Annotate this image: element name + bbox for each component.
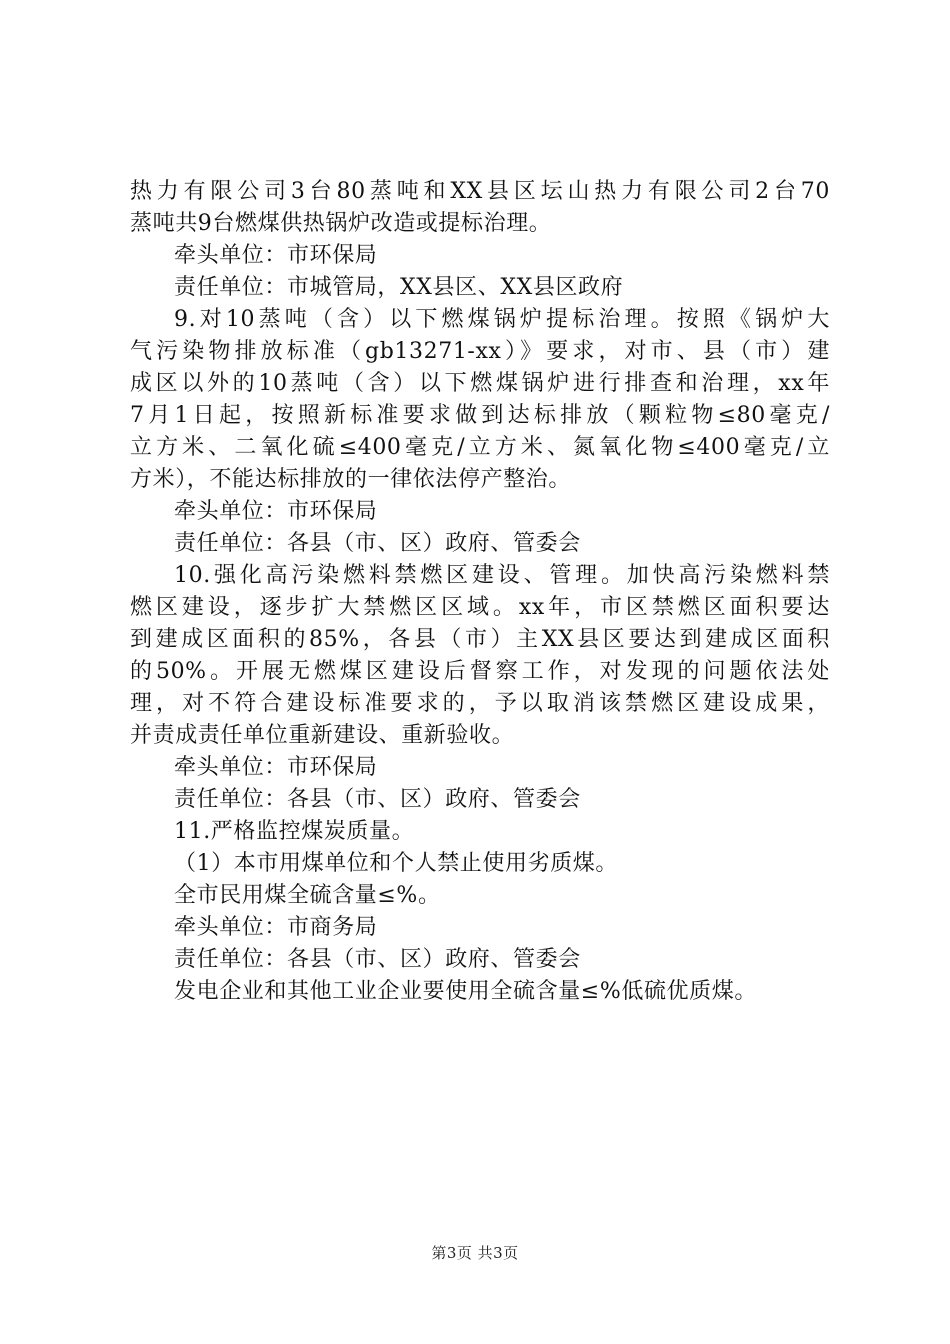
text-line: 11.严格监控煤炭质量。 <box>174 819 415 844</box>
text-line: 方米），不能达标排放的一律依法停产整治。 <box>130 467 572 492</box>
page-number-footer: 第3页 共3页 <box>431 1244 519 1262</box>
text-line: 立方米、二氧化硫≤400毫克/立方米、氮氧化物≤400毫克/立 <box>130 435 830 460</box>
text-line: 理，对不符合建设标准要求的，予以取消该禁燃区建设成果， <box>130 691 830 716</box>
text-line: 责任单位：市城管局，XX县区、XX县区政府 <box>174 275 624 300</box>
text-line: 责任单位：各县（市、区）政府、管委会 <box>174 787 581 812</box>
text-line: 燃区建设，逐步扩大禁燃区区域。xx年，市区禁燃区面积要达 <box>130 595 830 620</box>
text-line: 全市民用煤全硫含量≤%。 <box>174 883 441 908</box>
text-line: 成区以外的10蒸吨（含）以下燃煤锅炉进行排查和治理，xx年 <box>130 371 830 396</box>
text-line: 7月1日起，按照新标准要求做到达标排放（颗粒物≤80毫克/ <box>130 403 830 428</box>
text-line: 到建成区面积的85%，各县（市）主XX县区要达到建成区面积 <box>130 627 830 652</box>
text-line: 热力有限公司3台80蒸吨和XX县区坛山热力有限公司2台70 <box>130 179 830 204</box>
text-line: 责任单位：各县（市、区）政府、管委会 <box>174 531 581 556</box>
text-line: 10.强化高污染燃料禁燃区建设、管理。加快高污染燃料禁 <box>174 563 830 588</box>
text-line: 牵头单位：市环保局 <box>174 755 378 780</box>
text-line: 气污染物排放标准（gb13271-xx）》要求，对市、县（市）建 <box>130 339 830 364</box>
text-line: 牵头单位：市环保局 <box>174 499 378 524</box>
text-line: 责任单位：各县（市、区）政府、管委会 <box>174 947 581 972</box>
text-line: 的50%。开展无燃煤区建设后督察工作，对发现的问题依法处 <box>130 659 830 684</box>
document-body <box>130 176 830 1008</box>
text-line: 牵头单位：市环保局 <box>174 243 378 268</box>
text-line: 发电企业和其他工业企业要使用全硫含量≤%低硫优质煤。 <box>174 979 757 1004</box>
text-line: 9.对10蒸吨（含）以下燃煤锅炉提标治理。按照《锅炉大 <box>174 307 830 332</box>
text-line: 蒸吨共9台燃煤供热锅炉改造或提标治理。 <box>130 211 552 236</box>
text-line: 并责成责任单位重新建设、重新验收。 <box>130 723 515 748</box>
text-line: 牵头单位：市商务局 <box>174 915 378 940</box>
text-line: （1）本市用煤单位和个人禁止使用劣质煤。 <box>174 851 618 876</box>
